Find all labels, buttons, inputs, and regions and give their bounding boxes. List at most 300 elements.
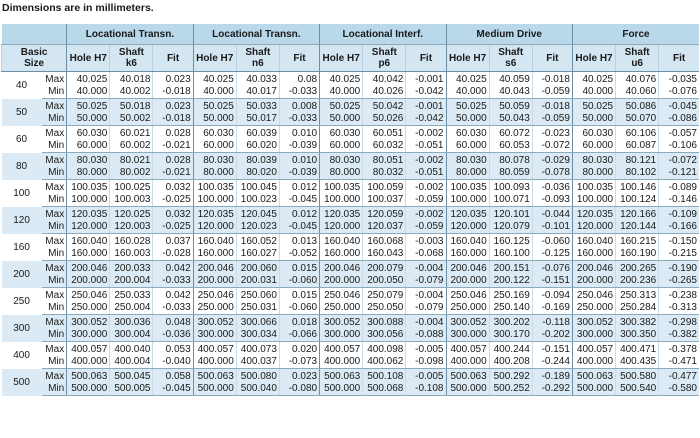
shaft-value: 50.059	[489, 99, 532, 113]
hole-value: 60.030	[446, 126, 489, 140]
shaft-value: 100.025	[110, 180, 153, 194]
shaft-value: 120.003	[110, 220, 153, 234]
shaft-value: 80.021	[110, 153, 153, 167]
hole-value: 40.025	[67, 72, 110, 86]
shaft-value: 160.043	[363, 247, 406, 261]
max-label: Max	[42, 180, 67, 194]
hole-value: 40.025	[446, 72, 489, 86]
fit-value: -0.121	[659, 166, 699, 180]
table-row-max	[2, 342, 700, 356]
shaft-header: Shaft u6	[616, 45, 659, 72]
fit-value: -0.079	[406, 274, 446, 288]
shaft-value: 500.068	[363, 382, 406, 396]
shaft-value: 100.124	[616, 193, 659, 207]
shaft-value: 300.056	[363, 328, 406, 342]
shaft-value: 40.002	[110, 85, 153, 99]
shaft-value: 60.002	[110, 139, 153, 153]
fit-value: -0.004	[406, 261, 446, 275]
hole-value: 250.046	[67, 288, 110, 302]
fit-value: -0.098	[406, 355, 446, 369]
fit-value: -0.076	[532, 261, 572, 275]
max-label: Max	[42, 153, 67, 167]
shaft-value: 80.102	[616, 166, 659, 180]
fit-value: -0.060	[532, 234, 572, 248]
shaft-value: 120.037	[363, 220, 406, 234]
basic-size-label: Basic Size	[20, 47, 48, 69]
hole-value: 500.063	[67, 369, 110, 383]
hole-header: Hole H7	[572, 45, 615, 72]
fit-value: -0.001	[406, 99, 446, 113]
hole-value: 80.030	[320, 153, 363, 167]
fit-value: 0.042	[153, 261, 193, 275]
hole-value: 160.000	[320, 247, 363, 261]
fit-value: -0.106	[659, 139, 699, 153]
max-label: Max	[42, 342, 67, 356]
min-label: Min	[42, 247, 67, 261]
hole-value: 200.000	[572, 274, 615, 288]
shaft-value: 80.078	[489, 153, 532, 167]
shaft-value: 160.068	[363, 234, 406, 248]
fit-value: -0.002	[406, 207, 446, 221]
hole-value: 50.000	[193, 112, 236, 126]
hole-value: 60.000	[67, 139, 110, 153]
fit-value: -0.002	[406, 153, 446, 167]
shaft-value: 250.284	[616, 301, 659, 315]
hole-value: 80.030	[572, 153, 615, 167]
table-row-min	[2, 220, 700, 234]
shaft-value: 40.033	[236, 72, 279, 86]
shaft-value: 160.003	[110, 247, 153, 261]
fit-value: -0.093	[532, 193, 572, 207]
fit-value: -0.042	[406, 85, 446, 99]
shaft-value: 120.166	[616, 207, 659, 221]
fit-value: -0.045	[279, 193, 319, 207]
shaft-value: 160.190	[616, 247, 659, 261]
shaft-value: 50.033	[236, 99, 279, 113]
fit-value: -0.086	[659, 112, 699, 126]
shaft-value: 120.144	[616, 220, 659, 234]
fit-value: -0.072	[659, 153, 699, 167]
shaft-value: 100.071	[489, 193, 532, 207]
shaft-value: 250.079	[363, 288, 406, 302]
fit-value: -0.066	[279, 328, 319, 342]
hole-value: 250.000	[67, 301, 110, 315]
table-row-max	[2, 153, 700, 167]
shaft-value: 400.098	[363, 342, 406, 356]
fit-value: 0.032	[153, 207, 193, 221]
hole-value: 160.040	[320, 234, 363, 248]
fit-value: -0.060	[279, 301, 319, 315]
shaft-value: 40.043	[489, 85, 532, 99]
shaft-value: 120.079	[489, 220, 532, 234]
hole-value: 50.000	[572, 112, 615, 126]
fit-value: -0.190	[659, 261, 699, 275]
shaft-value: 250.031	[236, 301, 279, 315]
fit-value: -0.118	[532, 315, 572, 329]
table-row-max	[2, 207, 700, 221]
shaft-value: 400.037	[236, 355, 279, 369]
fit-value: -0.018	[153, 112, 193, 126]
fit-value: -0.298	[659, 315, 699, 329]
shaft-value: 100.146	[616, 180, 659, 194]
hole-value: 80.030	[193, 153, 236, 167]
hole-value: 400.057	[320, 342, 363, 356]
shaft-value: 300.034	[236, 328, 279, 342]
hole-value: 80.000	[193, 166, 236, 180]
shaft-value: 50.026	[363, 112, 406, 126]
group-header: Medium Drive	[446, 24, 572, 45]
shaft-value: 300.350	[616, 328, 659, 342]
fit-value: -0.265	[659, 274, 699, 288]
hole-header: Hole H7	[67, 45, 110, 72]
hole-value: 60.030	[320, 126, 363, 140]
fit-value: -0.059	[406, 220, 446, 234]
shaft-value: 400.062	[363, 355, 406, 369]
fit-value: -0.068	[406, 247, 446, 261]
hole-value: 160.040	[193, 234, 236, 248]
shaft-value: 100.059	[363, 180, 406, 194]
fit-value: 0.023	[279, 369, 319, 383]
group-header: Locational Transn.	[193, 24, 319, 45]
min-label: Min	[42, 85, 67, 99]
shaft-header: Shaft s6	[489, 45, 532, 72]
shaft-value: 500.005	[110, 382, 153, 396]
hole-value: 160.040	[572, 234, 615, 248]
fits-table	[1, 24, 699, 396]
hole-value: 250.046	[446, 288, 489, 302]
hole-value: 120.035	[446, 207, 489, 221]
shaft-value: 40.060	[616, 85, 659, 99]
shaft-value: 500.292	[489, 369, 532, 383]
hole-value: 500.000	[193, 382, 236, 396]
hole-value: 120.035	[320, 207, 363, 221]
shaft-value: 160.215	[616, 234, 659, 248]
shaft-value: 100.045	[236, 180, 279, 194]
shaft-value: 160.100	[489, 247, 532, 261]
shaft-value: 60.053	[489, 139, 532, 153]
hole-value: 120.035	[572, 207, 615, 221]
hole-value: 500.000	[320, 382, 363, 396]
fit-value: -0.146	[659, 193, 699, 207]
table-row-max	[2, 126, 700, 140]
basic-size-cell: 80	[2, 153, 42, 180]
fit-value: 0.015	[279, 288, 319, 302]
shaft-value: 400.471	[616, 342, 659, 356]
fit-value: -0.033	[279, 85, 319, 99]
min-label: Min	[42, 328, 67, 342]
shaft-value: 300.382	[616, 315, 659, 329]
fit-value: 0.010	[279, 153, 319, 167]
fit-value: -0.051	[406, 139, 446, 153]
shaft-value: 300.036	[110, 315, 153, 329]
group-header: Locational Transn.	[67, 24, 193, 45]
fit-value: -0.151	[532, 274, 572, 288]
fit-value: -0.477	[659, 369, 699, 383]
shaft-value: 200.151	[489, 261, 532, 275]
shaft-header: Shaft p6	[363, 45, 406, 72]
shaft-value: 100.023	[236, 193, 279, 207]
hole-value: 250.046	[320, 288, 363, 302]
hole-value: 250.000	[446, 301, 489, 315]
shaft-value: 40.017	[236, 85, 279, 99]
hole-value: 400.000	[446, 355, 489, 369]
shaft-value: 250.060	[236, 288, 279, 302]
fit-value: -0.028	[153, 247, 193, 261]
fit-header: Fit	[406, 45, 446, 72]
shaft-value: 160.027	[236, 247, 279, 261]
shaft-value: 400.073	[236, 342, 279, 356]
hole-value: 100.000	[193, 193, 236, 207]
shaft-value: 400.040	[110, 342, 153, 356]
hole-value: 50.025	[572, 99, 615, 113]
hole-value: 100.035	[320, 180, 363, 194]
hole-value: 250.000	[572, 301, 615, 315]
hole-value: 300.052	[446, 315, 489, 329]
hole-value: 160.000	[67, 247, 110, 261]
hole-value: 80.030	[446, 153, 489, 167]
hole-value: 40.025	[193, 72, 236, 86]
hole-value: 400.000	[320, 355, 363, 369]
hole-value: 300.000	[320, 328, 363, 342]
basic-size-cell: 200	[2, 261, 42, 288]
hole-value: 40.000	[193, 85, 236, 99]
fit-value: 0.042	[153, 288, 193, 302]
fit-value: -0.005	[406, 342, 446, 356]
fit-value: -0.003	[406, 234, 446, 248]
shaft-value: 500.580	[616, 369, 659, 383]
fit-value: -0.040	[153, 355, 193, 369]
shaft-value: 160.052	[236, 234, 279, 248]
hole-value: 60.000	[446, 139, 489, 153]
sub-header-row	[2, 45, 700, 72]
fit-header: Fit	[279, 45, 319, 72]
fit-value: -0.101	[532, 220, 572, 234]
shaft-value: 50.002	[110, 112, 153, 126]
hole-value: 100.035	[67, 180, 110, 194]
shaft-value: 50.070	[616, 112, 659, 126]
fit-value: -0.029	[532, 153, 572, 167]
hole-value: 160.040	[67, 234, 110, 248]
hole-value: 60.030	[67, 126, 110, 140]
min-label: Min	[42, 382, 67, 396]
hole-value: 60.000	[193, 139, 236, 153]
fit-value: -0.039	[279, 139, 319, 153]
shaft-value: 60.020	[236, 139, 279, 153]
shaft-value: 300.202	[489, 315, 532, 329]
fit-value: -0.202	[532, 328, 572, 342]
fit-value: -0.076	[659, 85, 699, 99]
shaft-value: 500.252	[489, 382, 532, 396]
fit-value: 0.010	[279, 126, 319, 140]
shaft-value: 100.037	[363, 193, 406, 207]
hole-value: 200.000	[67, 274, 110, 288]
shaft-value: 400.004	[110, 355, 153, 369]
fit-value: -0.004	[406, 315, 446, 329]
max-label: Max	[42, 315, 67, 329]
shaft-value: 80.051	[363, 153, 406, 167]
group-header: Force	[572, 24, 699, 45]
fit-value: -0.238	[659, 288, 699, 302]
basic-size-cell: 60	[2, 126, 42, 153]
hole-value: 400.057	[446, 342, 489, 356]
shaft-value: 60.072	[489, 126, 532, 140]
hole-value: 200.000	[320, 274, 363, 288]
fit-value: 0.048	[153, 315, 193, 329]
hole-value: 60.000	[320, 139, 363, 153]
hole-header: Hole H7	[320, 45, 363, 72]
shaft-value: 250.140	[489, 301, 532, 315]
fit-value: -0.580	[659, 382, 699, 396]
hole-value: 80.000	[572, 166, 615, 180]
max-label: Max	[42, 234, 67, 248]
min-label: Min	[42, 166, 67, 180]
hole-value: 120.000	[320, 220, 363, 234]
min-label: Min	[42, 220, 67, 234]
hole-value: 200.046	[320, 261, 363, 275]
hole-value: 500.000	[67, 382, 110, 396]
hole-value: 120.000	[572, 220, 615, 234]
hole-value: 100.035	[193, 180, 236, 194]
shaft-value: 300.170	[489, 328, 532, 342]
fit-value: -0.215	[659, 247, 699, 261]
shaft-value: 160.028	[110, 234, 153, 248]
hole-value: 400.057	[67, 342, 110, 356]
shaft-value: 300.066	[236, 315, 279, 329]
hole-value: 50.025	[320, 99, 363, 113]
fit-value: -0.382	[659, 328, 699, 342]
fit-value: -0.313	[659, 301, 699, 315]
shaft-value: 100.093	[489, 180, 532, 194]
table-caption: Dimensions are in millimeters.	[2, 2, 154, 14]
hole-value: 100.000	[446, 193, 489, 207]
fit-value: -0.060	[279, 274, 319, 288]
hole-value: 400.057	[193, 342, 236, 356]
min-label: Min	[42, 193, 67, 207]
basic-size-cell: 50	[2, 99, 42, 126]
shaft-value: 120.045	[236, 207, 279, 221]
table-row-max	[2, 234, 700, 248]
table-row-min	[2, 166, 700, 180]
fit-value: -0.045	[659, 99, 699, 113]
hole-value: 200.000	[193, 274, 236, 288]
shaft-value: 300.088	[363, 315, 406, 329]
table-row-min	[2, 85, 700, 99]
basic-size-cell: 160	[2, 234, 42, 261]
hole-value: 200.046	[572, 261, 615, 275]
hole-value: 300.000	[67, 328, 110, 342]
fit-value: 0.018	[279, 315, 319, 329]
fit-value: -0.042	[406, 112, 446, 126]
hole-value: 80.000	[320, 166, 363, 180]
fit-value: -0.108	[406, 382, 446, 396]
shaft-value: 50.018	[110, 99, 153, 113]
fit-value: -0.292	[532, 382, 572, 396]
fit-value: 0.023	[153, 72, 193, 86]
fit-value: -0.044	[532, 207, 572, 221]
fit-value: -0.033	[279, 112, 319, 126]
header-corner	[2, 24, 67, 45]
shaft-value: 500.040	[236, 382, 279, 396]
shaft-value: 200.236	[616, 274, 659, 288]
fit-value: 0.012	[279, 207, 319, 221]
max-label: Max	[42, 72, 67, 86]
hole-value: 300.052	[320, 315, 363, 329]
shaft-value: 40.042	[363, 72, 406, 86]
table-row-min	[2, 139, 700, 153]
fit-value: -0.004	[406, 288, 446, 302]
shaft-value: 200.031	[236, 274, 279, 288]
hole-value: 300.000	[193, 328, 236, 342]
hole-value: 500.000	[572, 382, 615, 396]
min-label: Min	[42, 139, 67, 153]
fit-value: -0.150	[659, 234, 699, 248]
hole-value: 100.035	[572, 180, 615, 194]
shaft-value: 50.086	[616, 99, 659, 113]
shaft-value: 40.076	[616, 72, 659, 86]
fit-value: -0.051	[406, 166, 446, 180]
table-row-min	[2, 328, 700, 342]
fit-value: -0.025	[153, 220, 193, 234]
hole-header: Hole H7	[193, 45, 236, 72]
shaft-value: 120.059	[363, 207, 406, 221]
hole-value: 160.000	[193, 247, 236, 261]
shaft-value: 60.021	[110, 126, 153, 140]
hole-value: 40.000	[67, 85, 110, 99]
fit-value: -0.169	[532, 301, 572, 315]
hole-value: 300.000	[446, 328, 489, 342]
fit-value: -0.059	[532, 85, 572, 99]
shaft-value: 160.125	[489, 234, 532, 248]
table-row-max	[2, 369, 700, 383]
shaft-value: 250.004	[110, 301, 153, 315]
min-label: Min	[42, 274, 67, 288]
shaft-value: 80.032	[363, 166, 406, 180]
table-row-min	[2, 301, 700, 315]
hole-value: 50.000	[446, 112, 489, 126]
basic-size-cell: 250	[2, 288, 42, 315]
shaft-value: 200.079	[363, 261, 406, 275]
fit-value: -0.088	[406, 328, 446, 342]
fit-value: -0.072	[532, 139, 572, 153]
min-label: Min	[42, 355, 67, 369]
hole-value: 40.025	[320, 72, 363, 86]
fit-value: 0.058	[153, 369, 193, 383]
shaft-header: Shaft k6	[110, 45, 153, 72]
hole-value: 500.000	[446, 382, 489, 396]
shaft-value: 60.039	[236, 126, 279, 140]
hole-value: 40.025	[572, 72, 615, 86]
table-row-max	[2, 180, 700, 194]
shaft-value: 300.004	[110, 328, 153, 342]
shaft-value: 250.313	[616, 288, 659, 302]
hole-value: 200.046	[193, 261, 236, 275]
fit-value: -0.036	[532, 180, 572, 194]
table-row-min	[2, 247, 700, 261]
fit-value: -0.080	[279, 382, 319, 396]
shaft-value: 500.108	[363, 369, 406, 383]
shaft-value: 120.101	[489, 207, 532, 221]
hole-value: 500.063	[446, 369, 489, 383]
table-row-min	[2, 112, 700, 126]
fit-value: -0.018	[532, 99, 572, 113]
shaft-value: 200.033	[110, 261, 153, 275]
fit-value: -0.089	[659, 180, 699, 194]
basic-size-cell: 300	[2, 315, 42, 342]
fit-value: -0.045	[153, 382, 193, 396]
hole-value: 160.000	[446, 247, 489, 261]
basic-size-cell: 40	[2, 72, 42, 99]
hole-value: 40.000	[572, 85, 615, 99]
